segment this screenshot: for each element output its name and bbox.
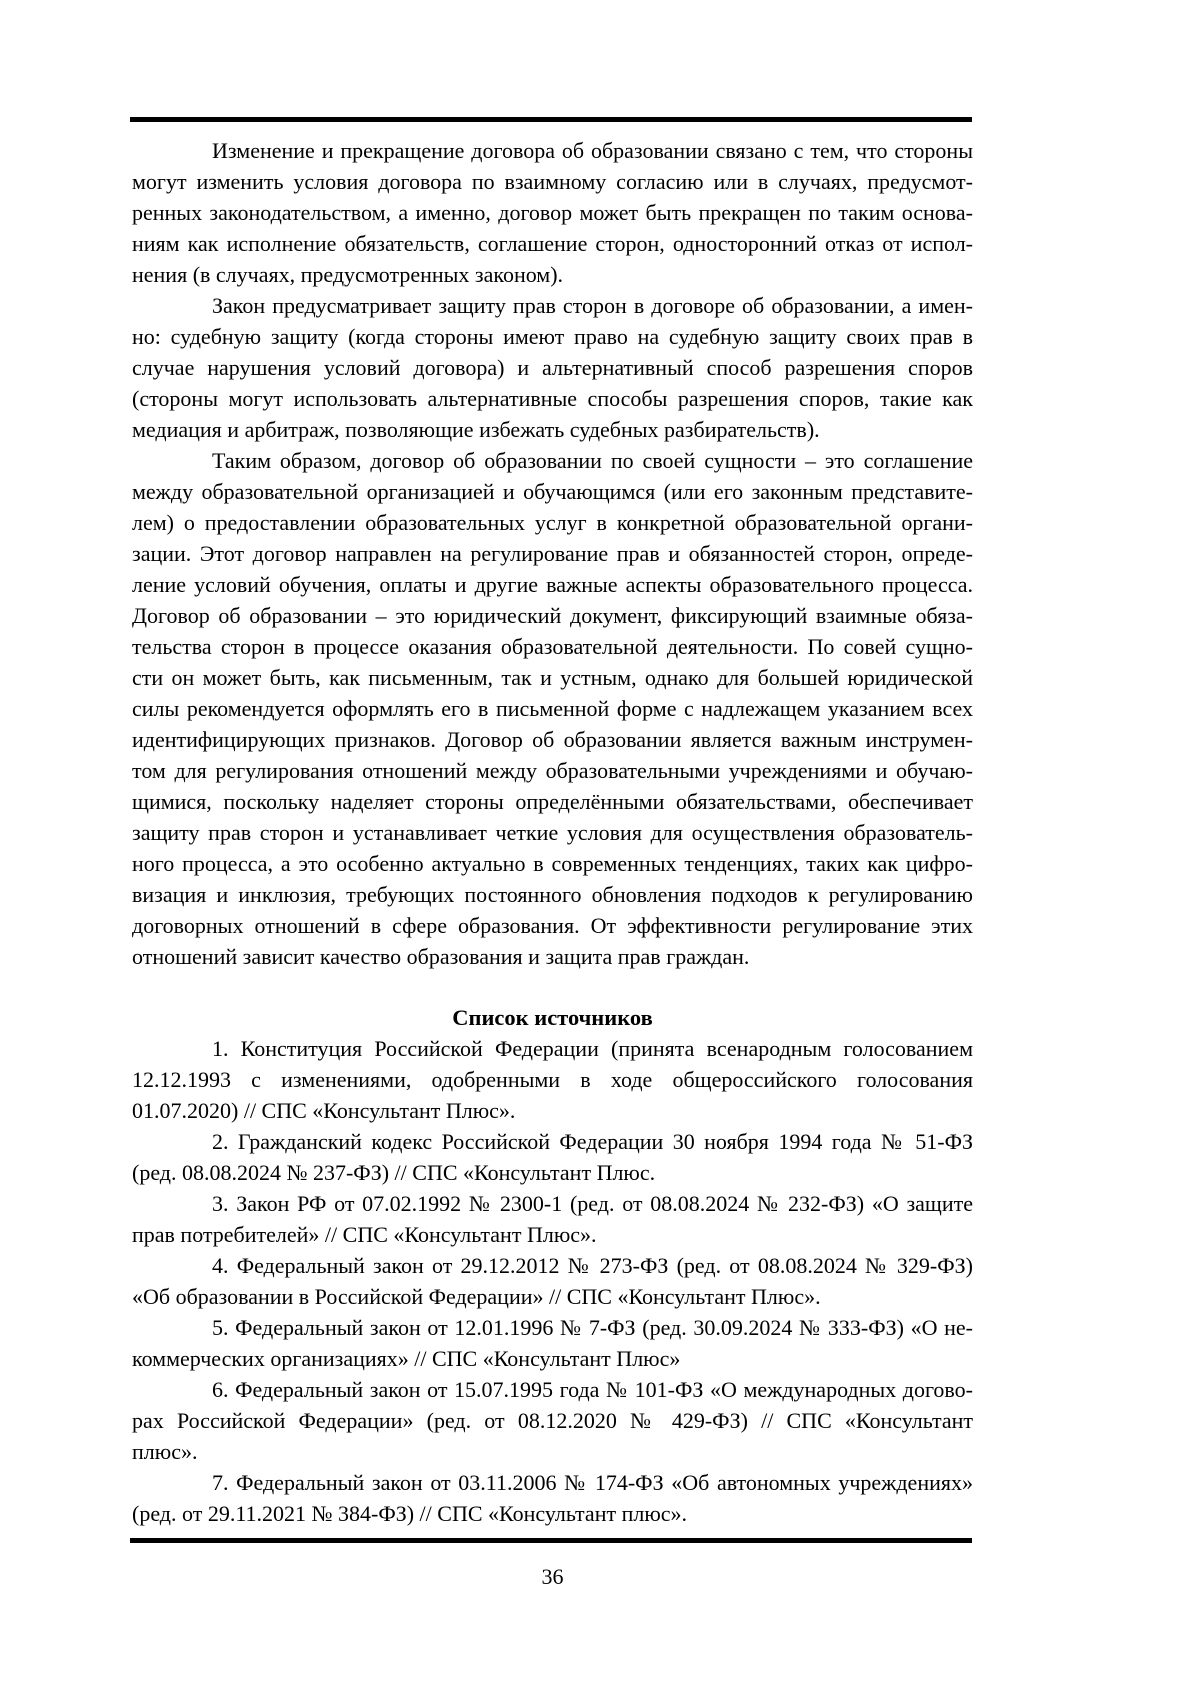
text-line: том для регулирования отношений между образовательными учреждениями и обучаю- xyxy=(132,758,973,783)
text-line: между образовательной организацией и обучающимся (или его законным представите- xyxy=(132,479,973,504)
text-line: нения (в случаях, предусмотренных законом). xyxy=(132,262,564,287)
text-line: щимися, поскольку наделяет стороны определёнными обязательствами, обеспечивает xyxy=(132,789,973,814)
paragraph-1 xyxy=(132,135,973,290)
text-line: но: судебную защиту (когда стороны имеют право на судебную защиту своих прав в xyxy=(132,324,973,349)
text-line: лем) о предоставлении образовательных услуг в конкретной образовательной органи- xyxy=(132,510,973,535)
paragraph-3 xyxy=(132,445,973,972)
top-rule xyxy=(130,117,972,122)
text-line: «Об образовании в Российской Федерации» // СПС «Консультант Плюс». xyxy=(132,1284,821,1309)
text-line: Таким образом, договор об образовании по своей сущности – это соглашение xyxy=(212,448,973,473)
text-line: прав потребителей» // СПС «Консультант Плюс». xyxy=(132,1222,597,1247)
text-line: ниям как исполнение обязательств, соглашение сторон, односторонний отказ от испол- xyxy=(132,231,973,256)
reference-item-2 xyxy=(132,1126,973,1188)
reference-item-6 xyxy=(132,1374,973,1467)
text-line: 12.12.1993 с изменениями, одобренными в ходе общероссийского голосования xyxy=(132,1067,973,1092)
text-line: могут изменить условия договора по взаимному согласию или в случаях, предусмот- xyxy=(132,169,973,194)
text-line: тельства сторон в процессе оказания образовательной деятельности. По совей сущно- xyxy=(132,634,973,659)
text-line: (стороны могут использовать альтернативные способы разрешения споров, такие как xyxy=(132,386,973,411)
text-line: зации. Этот договор направлен на регулирование прав и обязанностей сторон, опреде- xyxy=(132,541,973,566)
page-number: 36 xyxy=(541,1564,564,1589)
text-line: 5. Федеральный закон от 12.01.1996 № 7-ФЗ (ред. 30.09.2024 № 333-ФЗ) «О не- xyxy=(212,1315,973,1340)
text-line: сти он может быть, как письменным, так и устным, однако для большей юридической xyxy=(132,665,973,690)
text-line: рах Российской Федерации» (ред. от 08.12.2020 № 429-ФЗ) // СПС «Консультант xyxy=(132,1408,973,1433)
text-line: коммерческих организациях» // СПС «Консультант Плюс» xyxy=(132,1346,681,1371)
text-line: визация и инклюзия, требующих постоянного обновления подходов к регулированию xyxy=(132,882,973,907)
text-line: плюс». xyxy=(132,1439,198,1464)
reference-item-5 xyxy=(132,1312,973,1374)
text-line: отношений зависит качество образования и защита прав граждан. xyxy=(132,944,750,969)
reference-item-1 xyxy=(132,1033,973,1126)
text-line: ренных законодательством, а именно, договор может быть прекращен по таким основа- xyxy=(132,200,973,225)
reference-item-4 xyxy=(132,1250,973,1312)
text-line: 1. Конституция Российской Федерации (принята всенародным голосованием xyxy=(212,1036,973,1061)
text-line: 2. Гражданский кодекс Российской Федерации 30 ноября 1994 года № 51-ФЗ xyxy=(212,1129,973,1154)
text-line: 7. Федеральный закон от 03.11.2006 № 174-ФЗ «Об автономных учреждениях» xyxy=(212,1470,973,1495)
text-line: Закон предусматривает защиту прав сторон в договоре об образовании, а имен- xyxy=(212,293,973,318)
text-line: 6. Федеральный закон от 15.07.1995 года № 101-ФЗ «О международных догово- xyxy=(212,1377,973,1402)
text-line: силы рекомендуется оформлять его в письменной форме с надлежащем указанием всех xyxy=(132,696,973,721)
text-line: идентифицирующих признаков. Договор об образовании является важным инструмен- xyxy=(132,727,973,752)
sources-heading: Список источников xyxy=(452,1005,653,1030)
text-line: 3. Закон РФ от 07.02.1992 № 2300-1 (ред. от 08.08.2024 № 232-ФЗ) «О защите xyxy=(212,1191,973,1216)
text-line: ного процесса, а это особенно актуально в современных тенденциях, таких как цифро- xyxy=(132,851,973,876)
text-line: случае нарушения условий договора) и альтернативный способ разрешения споров xyxy=(132,355,973,380)
references-list xyxy=(132,1033,973,1529)
text-line: Договор об образовании – это юридический документ, фиксирующий взаимные обяза- xyxy=(132,603,973,628)
text-line: медиация и арбитраж, позволяющие избежать судебных разбирательств). xyxy=(132,417,820,442)
text-line: (ред. 08.08.2024 № 237-ФЗ) // СПС «Консультант Плюс. xyxy=(132,1160,656,1185)
text-line: 4. Федеральный закон от 29.12.2012 № 273-ФЗ (ред. от 08.08.2024 № 329-ФЗ) xyxy=(212,1253,973,1278)
text-line: 01.07.2020) // СПС «Консультант Плюс». xyxy=(132,1098,516,1123)
text-line: Изменение и прекращение договора об образовании связано с тем, что стороны xyxy=(212,138,973,163)
text-line: ление условий обучения, оплаты и другие важные аспекты образовательного процесса. xyxy=(132,572,973,597)
text-line: защиту прав сторон и устанавливает четкие условия для осуществления образователь- xyxy=(132,820,973,845)
paragraph-2 xyxy=(132,290,973,445)
text-line: (ред. от 29.11.2021 № 384-ФЗ) // СПС «Консультант плюс». xyxy=(132,1501,688,1526)
text-column xyxy=(132,135,973,1529)
body-text xyxy=(132,135,973,972)
reference-item-7 xyxy=(132,1467,973,1529)
reference-item-3 xyxy=(132,1188,973,1250)
text-line: договорных отношений в сфере образования. От эффективности регулирование этих xyxy=(132,913,973,938)
bottom-rule xyxy=(130,1538,972,1543)
